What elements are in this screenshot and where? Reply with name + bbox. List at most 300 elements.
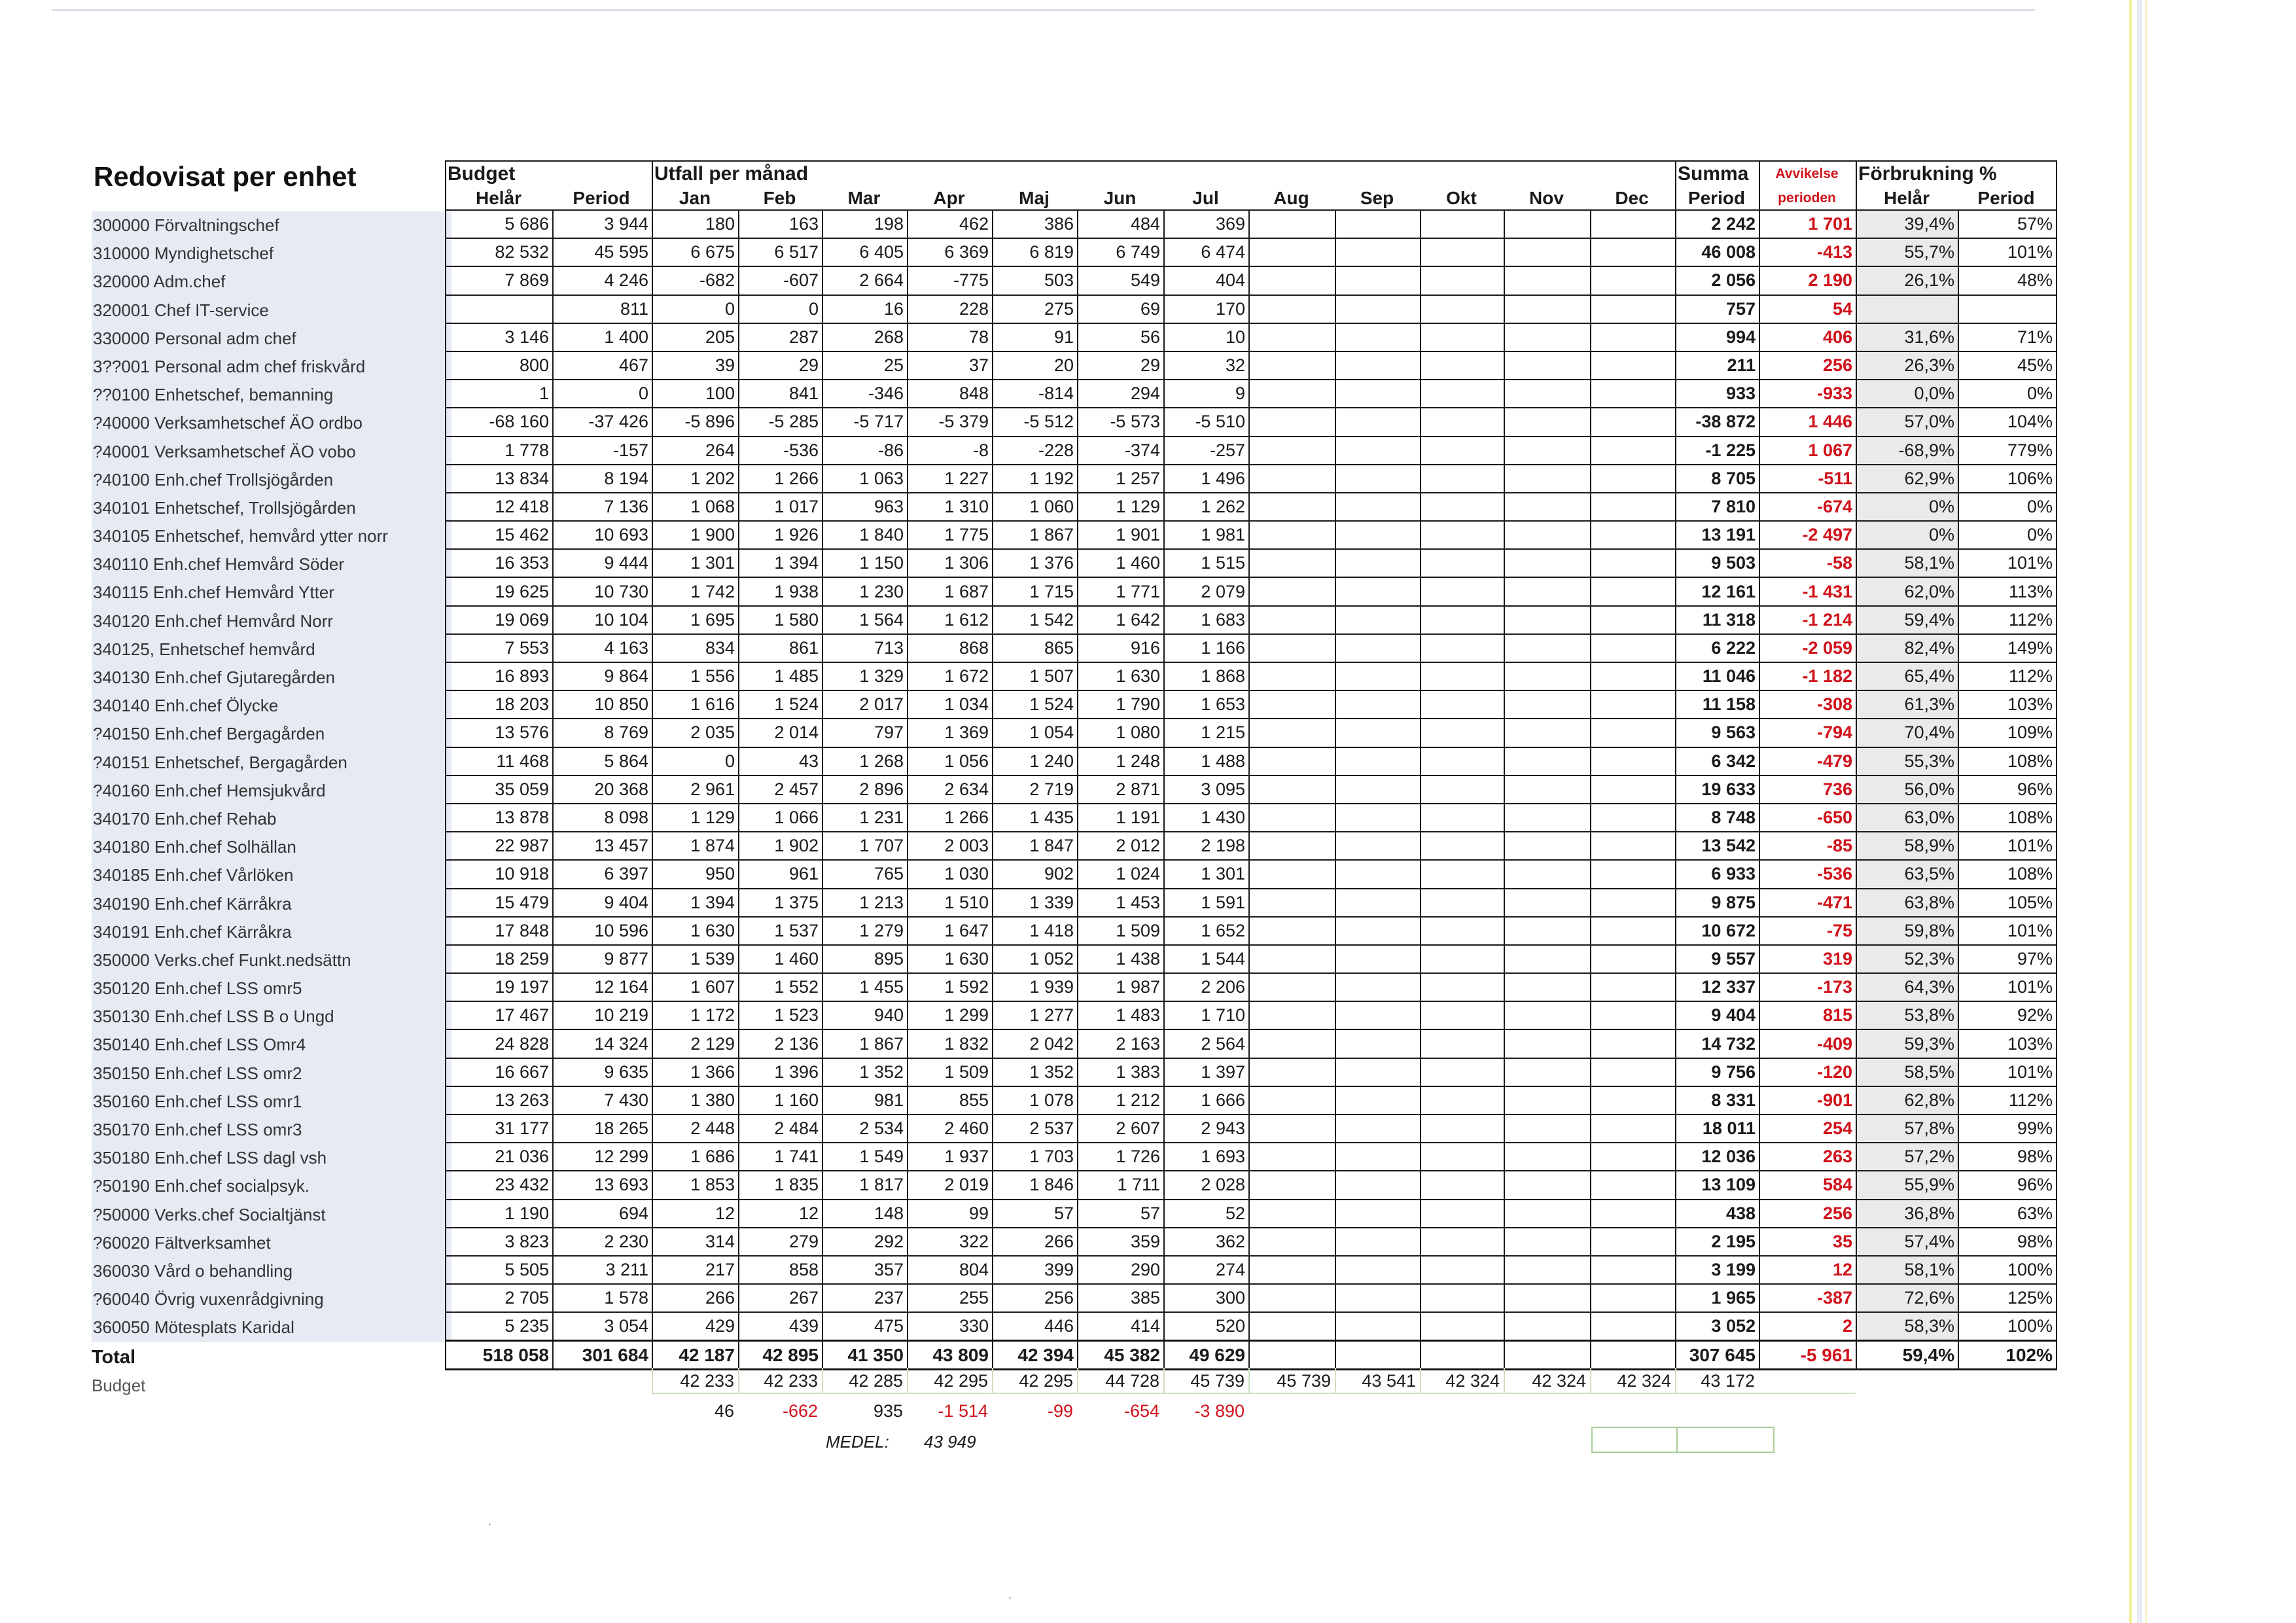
month-cell: 520 [1164,1312,1249,1341]
month-cell [1249,1200,1335,1228]
summa-cell: 13 542 [1676,832,1759,860]
month-cell [1335,776,1421,804]
budget-helar-cell: 16 353 [446,549,553,577]
summa-cell: 12 036 [1676,1143,1759,1171]
month-cell: 1 742 [652,577,739,605]
month-cell [1249,323,1335,351]
header-month-mar: Mar [822,187,908,210]
month-cell [1591,577,1676,605]
budget-month-cell: 43 541 [1335,1368,1420,1394]
month-cell [1421,690,1504,719]
budget-helar-cell: 18 259 [446,945,553,973]
month-cell: 266 [652,1284,739,1312]
month-cell [1335,549,1421,577]
budget-month-cell: 42 295 [907,1368,992,1394]
avvikelse-cell: -479 [1759,747,1856,776]
unit-name: 350130 Enh.chef LSS B o Ungd [93,1007,334,1027]
unit-name: ?40151 Enhetschef, Bergagården [93,752,347,772]
month-cell [1504,634,1591,662]
total-row [446,1341,2163,1370]
month-cell: 1 939 [993,973,1078,1001]
summa-cell: 3 052 [1676,1312,1759,1341]
month-cell: 264 [652,437,739,465]
month-cell [1591,238,1676,266]
budget-period-cell: 4 246 [553,266,652,294]
budget-month-cell: 42 295 [992,1368,1077,1394]
diff-month-cell: 935 [873,1401,903,1421]
avvikelse-cell: -511 [1759,465,1856,493]
month-cell [1591,917,1676,945]
month-cell: 2 079 [1164,577,1249,605]
budget-period-cell: 811 [553,295,652,323]
month-cell: 1 060 [993,493,1078,521]
report-table [445,160,2164,1370]
budget-period-cell: 467 [553,351,652,380]
month-cell [1249,238,1335,266]
month-cell: 6 405 [822,238,908,266]
month-cell: 1 710 [1164,1001,1249,1029]
month-cell [1335,973,1421,1001]
budget-helar-cell: 13 263 [446,1086,553,1115]
month-cell: 961 [739,860,822,888]
month-cell [1591,1058,1676,1086]
month-cell [1421,662,1504,690]
avvikelse-cell: -1 182 [1759,662,1856,690]
month-cell: 1 266 [908,804,993,832]
table-row [446,1143,2163,1171]
table-row [446,238,2163,266]
unit-name: 350150 Enh.chef LSS omr2 [93,1063,302,1083]
month-cell [1504,1029,1591,1058]
month-cell: 1 867 [822,1029,908,1058]
avvikelse-cell: -2 497 [1759,521,1856,549]
month-cell: 1 981 [1164,521,1249,549]
month-cell: 43 [739,747,822,776]
month-cell [1335,465,1421,493]
budget-period-cell: 3 054 [553,1312,652,1341]
medel-label: MEDEL: [826,1432,889,1452]
forbrukning-period-cell: 103% [1958,1029,2057,1058]
budget-period-cell: 3 211 [553,1256,652,1284]
month-cell: 1 485 [739,662,822,690]
month-cell: 362 [1164,1228,1249,1256]
month-cell [1591,493,1676,521]
unit-name: 340190 Enh.chef Kärråkra [93,893,292,914]
month-cell: 1 556 [652,662,739,690]
month-cell: 2 564 [1164,1029,1249,1058]
month-cell: 1 438 [1078,945,1164,973]
month-cell: 1 902 [739,832,822,860]
table-row [446,860,2163,888]
month-cell: 1 366 [652,1058,739,1086]
forbrukning-helar-cell: 62,9% [1856,465,1958,493]
forbrukning-helar-cell: 63,8% [1856,889,1958,917]
month-cell: 1 483 [1078,1001,1164,1029]
month-cell [1335,606,1421,634]
budget-helar-cell: 3 823 [446,1228,553,1256]
summa-cell: 6 933 [1676,860,1759,888]
month-cell: 1 647 [908,917,993,945]
table-row [446,889,2163,917]
month-cell: 3 095 [1164,776,1249,804]
table-row [446,1228,2163,1256]
month-cell [1591,1001,1676,1029]
page-title: Redovisat per enhet [94,161,357,192]
month-cell: 2 129 [652,1029,739,1058]
forbrukning-period-cell: 0% [1958,380,2057,408]
avvikelse-cell: -2 059 [1759,634,1856,662]
month-cell: 1 262 [1164,493,1249,521]
forbrukning-helar-cell: 57,8% [1856,1115,1958,1143]
forbrukning-period-cell: 98% [1958,1143,2057,1171]
month-cell [1249,832,1335,860]
month-cell [1335,323,1421,351]
month-cell [1504,1001,1591,1029]
budget-helar-cell: 21 036 [446,1143,553,1171]
month-cell: 1 524 [739,690,822,719]
forbrukning-helar-cell: 59,4% [1856,606,1958,634]
forbrukning-helar-cell: 58,3% [1856,1312,1958,1341]
summa-cell: 10 672 [1676,917,1759,945]
budget-period-cell: 8 194 [553,465,652,493]
avvikelse-cell: 254 [1759,1115,1856,1143]
diff-month-cell: -99 [1047,1401,1073,1421]
month-cell: 1 868 [1164,662,1249,690]
month-cell: 549 [1078,266,1164,294]
avvikelse-cell: -58 [1759,549,1856,577]
unit-name: ?50190 Enh.chef socialpsyk. [93,1176,309,1196]
forbrukning-period-cell: 48% [1958,266,2057,294]
table-row [446,776,2163,804]
month-cell [1504,1284,1591,1312]
month-cell [1249,719,1335,747]
month-cell: 2 017 [822,690,908,719]
month-cell: 1 488 [1164,747,1249,776]
month-cell: 1 630 [652,917,739,945]
forbrukning-period-cell: 113% [1958,577,2057,605]
month-cell [1421,1312,1504,1341]
budget-period-cell: 3 944 [553,210,652,238]
month-cell: 6 474 [1164,238,1249,266]
month-cell: 475 [822,1312,908,1341]
summa-cell: 18 011 [1676,1115,1759,1143]
month-cell: 1 418 [993,917,1078,945]
month-cell [1591,380,1676,408]
table-row [446,351,2163,380]
month-cell [1504,437,1591,465]
month-cell: 1 394 [652,889,739,917]
month-cell: -536 [739,437,822,465]
summa-cell: 933 [1676,380,1759,408]
month-cell [1504,1171,1591,1199]
month-cell [1591,945,1676,973]
month-cell [1249,210,1335,238]
month-cell: 1 652 [1164,917,1249,945]
month-cell: 1 537 [739,917,822,945]
month-cell [1504,295,1591,323]
month-cell [1591,295,1676,323]
month-cell [1335,1341,1421,1370]
month-cell: 895 [822,945,908,973]
forbrukning-period-cell: 104% [1958,408,2057,436]
month-cell [1421,1341,1504,1370]
month-cell: 314 [652,1228,739,1256]
month-cell: 1 715 [993,577,1078,605]
month-cell: 1 191 [1078,804,1164,832]
avvikelse-cell: -650 [1759,804,1856,832]
month-cell [1335,1001,1421,1029]
summa-cell: 12 161 [1676,577,1759,605]
month-cell: 267 [739,1284,822,1312]
month-cell [1421,832,1504,860]
month-cell [1591,1341,1676,1370]
unit-name: ?40000 Verksamhetschef ÄO ordbo [93,413,362,433]
header-avvikelse: Avvikelse [1759,161,1856,187]
month-cell [1591,889,1676,917]
month-cell [1504,1143,1591,1171]
month-cell: 1 847 [993,832,1078,860]
month-cell: 855 [908,1086,993,1115]
table-row [446,465,2163,493]
forbrukning-period-cell: 112% [1958,662,2057,690]
month-cell: 180 [652,210,739,238]
month-cell: 1 616 [652,690,739,719]
month-cell [1504,1200,1591,1228]
month-cell: 1 301 [652,549,739,577]
total-label: Total [92,1347,136,1368]
month-cell: 6 675 [652,238,739,266]
month-cell [1249,351,1335,380]
forbrukning-helar-cell: 52,3% [1856,945,1958,973]
month-cell [1249,408,1335,436]
header-month-apr: Apr [908,187,993,210]
month-cell: 765 [822,860,908,888]
forbrukning-helar-cell: 26,1% [1856,266,1958,294]
month-cell: 2 028 [1164,1171,1249,1199]
month-cell [1504,776,1591,804]
month-cell: 1 397 [1164,1058,1249,1086]
month-cell [1421,804,1504,832]
month-cell [1421,1143,1504,1171]
month-cell: 42 187 [652,1341,739,1370]
budget-helar-cell: 2 705 [446,1284,553,1312]
month-cell: -607 [739,266,822,294]
avvikelse-cell: -471 [1759,889,1856,917]
month-cell: 279 [739,1228,822,1256]
month-cell: 1 817 [822,1171,908,1199]
forbrukning-period-cell: 106% [1958,465,2057,493]
avvikelse-cell: 35 [1759,1228,1856,1256]
unit-name: 340180 Enh.chef Solhällan [93,837,296,857]
month-cell: 1 192 [993,465,1078,493]
month-cell [1591,521,1676,549]
month-cell [1335,521,1421,549]
budget-helar-cell: 18 203 [446,690,553,719]
month-cell: 1 510 [908,889,993,917]
forbrukning-period-cell: 98% [1958,1228,2057,1256]
month-cell [1504,1341,1591,1370]
month-cell: 41 350 [822,1341,908,1370]
month-cell [1335,917,1421,945]
unit-name: 320000 Adm.chef [93,272,226,292]
summa-cell: 6 222 [1676,634,1759,662]
month-cell: 1 024 [1078,860,1164,888]
month-cell: 1 693 [1164,1143,1249,1171]
month-cell [1335,1058,1421,1086]
summa-cell: 11 158 [1676,690,1759,719]
month-cell [1421,719,1504,747]
table-row [446,549,2163,577]
month-cell: 1 509 [908,1058,993,1086]
unit-name: ?60040 Övrig vuxenrådgivning [93,1289,324,1310]
month-cell: 1 172 [652,1001,739,1029]
unit-name: 360050 Mötesplats Karidal [93,1317,294,1338]
month-cell [1249,606,1335,634]
budget-helar-cell: 13 834 [446,465,553,493]
month-cell: 1 396 [739,1058,822,1086]
header-budget: Budget [446,161,652,187]
month-cell: 1 835 [739,1171,822,1199]
budget-period-cell: 9 444 [553,549,652,577]
month-cell: -228 [993,437,1078,465]
month-cell: 1 507 [993,662,1078,690]
budget-month-cell: 42 324 [1504,1368,1590,1394]
unit-name: 340130 Enh.chef Gjutaregården [93,668,336,687]
unit-name: 350140 Enh.chef LSS Omr4 [93,1035,306,1055]
summa-cell: 2 195 [1676,1228,1759,1256]
forbrukning-period-cell [1958,295,2057,323]
summa-cell: 9 756 [1676,1058,1759,1086]
budget-period-cell: 5 864 [553,747,652,776]
header-forb-period: Period [1958,187,2057,210]
month-cell: 404 [1164,266,1249,294]
table-row [446,1284,2163,1312]
diff-month-cell: -662 [782,1401,818,1421]
month-cell [1421,408,1504,436]
forbrukning-helar-cell: 0,0% [1856,380,1958,408]
month-cell [1249,1171,1335,1199]
forbrukning-period-cell: 108% [1958,804,2057,832]
month-cell: 1 453 [1078,889,1164,917]
month-cell [1504,323,1591,351]
month-cell: 1 642 [1078,606,1164,634]
forbrukning-period-cell: 112% [1958,606,2057,634]
avvikelse-cell: 319 [1759,945,1856,973]
month-cell: 1 257 [1078,465,1164,493]
forbrukning-helar-cell: 59,3% [1856,1029,1958,1058]
month-cell: 32 [1164,351,1249,380]
month-cell: 1 017 [739,493,822,521]
month-cell: 1 034 [908,690,993,719]
month-cell [1591,1312,1676,1341]
unit-name: 340120 Enh.chef Hemvård Norr [93,611,334,631]
month-cell: 300 [1164,1284,1249,1312]
budget-helar-cell: 16 667 [446,1058,553,1086]
month-cell: 1 240 [993,747,1078,776]
month-cell: 0 [739,295,822,323]
month-cell: 330 [908,1312,993,1341]
month-cell [1504,210,1591,238]
month-cell [1421,1256,1504,1284]
table-row [446,1086,2163,1115]
month-cell [1421,238,1504,266]
avvikelse-cell: 406 [1759,323,1856,351]
summa-cell: 307 645 [1676,1341,1759,1370]
month-cell [1421,606,1504,634]
budget-period-cell: 9 877 [553,945,652,973]
forbrukning-helar-cell: 61,3% [1856,690,1958,719]
forbrukning-helar-cell: 57,4% [1856,1228,1958,1256]
header-forbrukning: Förbrukning % [1856,161,2057,187]
header-row-1 [446,161,2163,187]
summa-cell: 12 337 [1676,973,1759,1001]
month-cell: 503 [993,266,1078,294]
month-cell [1591,1086,1676,1115]
table-row [446,662,2163,690]
budget-month-cell: 42 233 [738,1368,822,1394]
month-cell [1335,577,1421,605]
summa-cell: 8 331 [1676,1086,1759,1115]
month-cell: 2 019 [908,1171,993,1199]
table-row [446,747,2163,776]
month-cell: 1 352 [993,1058,1078,1086]
budget-period-cell: 13 457 [553,832,652,860]
month-cell [1591,804,1676,832]
table-row [446,408,2163,436]
forbrukning-period-cell: 96% [1958,1171,2057,1199]
diff-month-cell: -654 [1123,1401,1159,1421]
month-cell: 386 [993,210,1078,238]
summa-cell: 9 563 [1676,719,1759,747]
budget-summa-cell: 43 172 [1675,1368,1856,1394]
budget-period-cell: 8 098 [553,804,652,832]
month-cell: 69 [1078,295,1164,323]
budget-helar-cell: 10 918 [446,860,553,888]
month-cell [1591,634,1676,662]
forbrukning-helar-cell: 57,0% [1856,408,1958,436]
month-cell [1591,408,1676,436]
month-cell: 1 846 [993,1171,1078,1199]
budget-helar-cell: 35 059 [446,776,553,804]
month-cell: 1 215 [1164,719,1249,747]
month-cell: -682 [652,266,739,294]
forbrukning-period-cell: 100% [1958,1312,2057,1341]
unit-name: 340191 Enh.chef Kärråkra [93,921,292,942]
budget-period-cell: 9 404 [553,889,652,917]
month-cell: 2 012 [1078,832,1164,860]
month-cell: 2 943 [1164,1115,1249,1143]
table-row [446,1171,2163,1199]
month-cell: 1 460 [1078,549,1164,577]
month-cell: 1 552 [739,973,822,1001]
month-cell [1249,1058,1335,1086]
month-cell: 1 539 [652,945,739,973]
month-cell: -5 512 [993,408,1078,436]
month-cell: 1 695 [652,606,739,634]
month-cell [1591,1029,1676,1058]
month-cell [1591,323,1676,351]
budget-period-cell: 1 578 [553,1284,652,1312]
header-budget-period: Period [553,187,652,210]
header-month-sep: Sep [1335,187,1421,210]
month-cell: 1 509 [1078,917,1164,945]
forbrukning-helar-cell: 64,3% [1856,973,1958,1001]
summa-cell: 994 [1676,323,1759,351]
avvikelse-cell: -1 431 [1759,577,1856,605]
summa-cell: -38 872 [1676,408,1759,436]
month-cell [1249,634,1335,662]
unit-name: 350000 Verks.chef Funkt.nedsättn [93,950,351,970]
